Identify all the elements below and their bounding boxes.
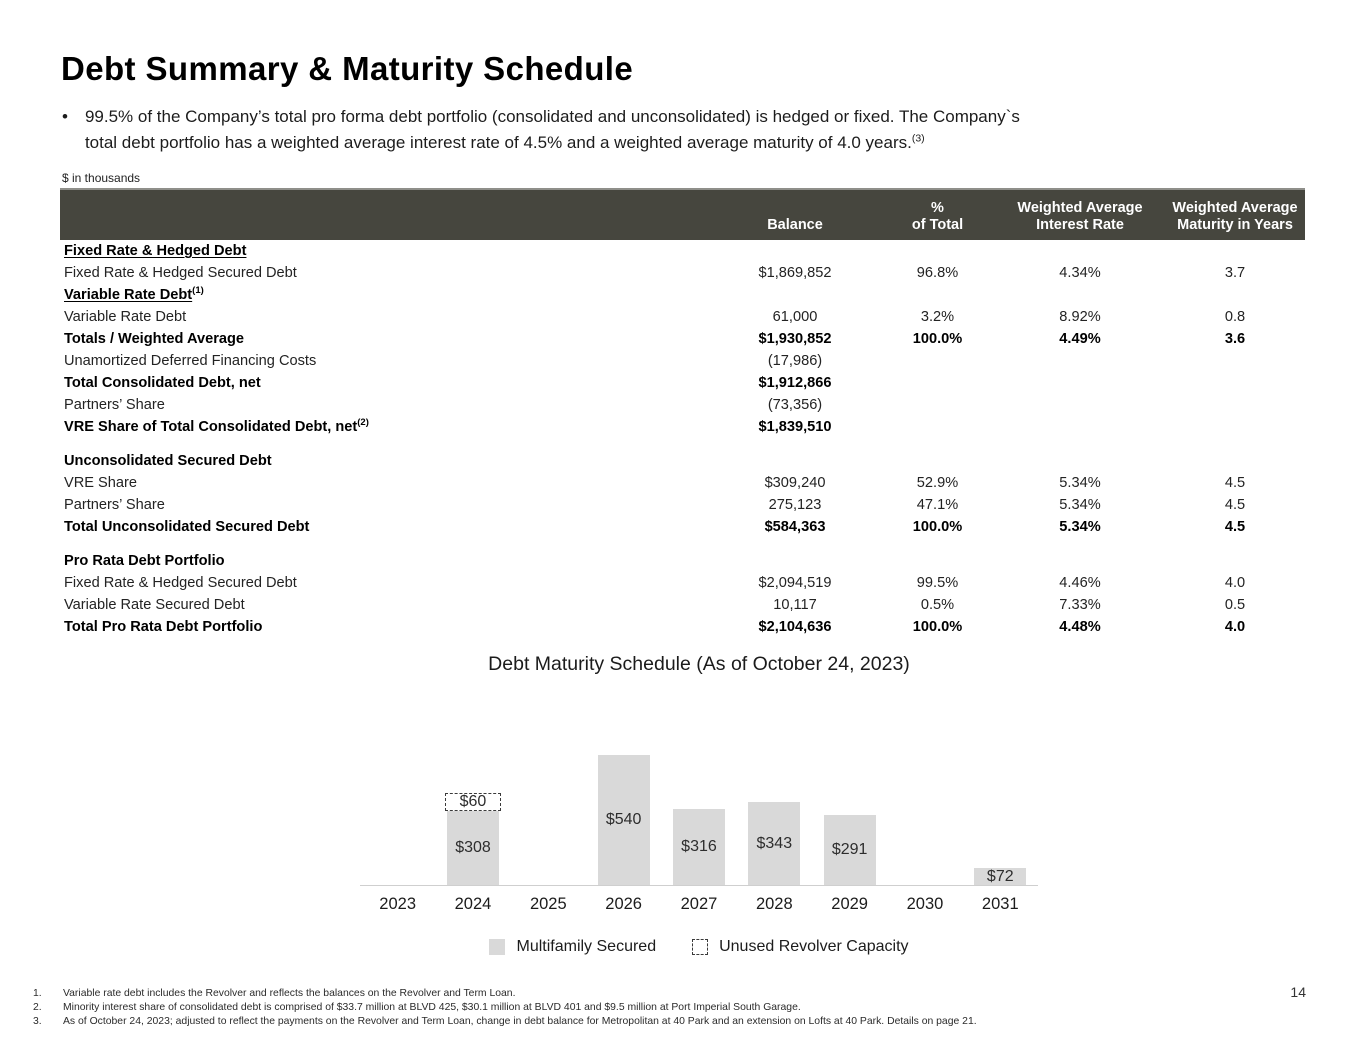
chart-bar-slot xyxy=(435,793,510,885)
cell-balance: $1,839,510 xyxy=(758,419,832,435)
table-row xyxy=(60,416,1305,438)
x-axis-tick-label: 2023 xyxy=(379,895,417,913)
cell-balance: $2,104,636 xyxy=(758,619,832,635)
table-row xyxy=(60,284,1305,306)
footnote xyxy=(33,1001,1183,1015)
column-header-wa-maturity: Weighted Average Maturity in Years xyxy=(1172,200,1298,233)
cell-balance: (73,356) xyxy=(767,397,823,413)
cell-interest-rate: 5.34% xyxy=(1059,497,1101,513)
row-label: Partners’ Share xyxy=(64,497,165,513)
cell-interest-rate: 4.49% xyxy=(1059,331,1101,347)
footnote-number: 2. xyxy=(33,1001,42,1013)
row-label: Unconsolidated Secured Debt xyxy=(64,453,272,469)
bar-value-label: $308 xyxy=(455,839,491,856)
cell-interest-rate: 5.34% xyxy=(1059,519,1101,535)
legend-swatch-dashed-icon xyxy=(692,939,708,955)
cell-balance: $2,094,519 xyxy=(758,575,832,591)
table-row xyxy=(60,262,1305,284)
chart-bar-slot xyxy=(963,868,1038,885)
cell-maturity: 0.8 xyxy=(1224,309,1246,325)
row-label: Variable Rate Debt xyxy=(64,309,187,325)
chart-x-axis-labels xyxy=(360,886,1038,914)
row-label: Total Consolidated Debt, net xyxy=(64,375,261,391)
chart-legend xyxy=(360,938,1038,956)
cell-interest-rate: 4.34% xyxy=(1059,265,1101,281)
column-header-wa-interest-rate: Weighted Average Interest Rate xyxy=(1017,200,1143,233)
multifamily-secured-bar xyxy=(824,815,876,885)
cell-maturity: 3.7 xyxy=(1224,265,1246,281)
cell-maturity: 0.5 xyxy=(1224,597,1246,613)
units-note: $ in thousands xyxy=(62,171,141,185)
cell-balance: $1,912,866 xyxy=(758,375,832,391)
table-row xyxy=(60,516,1305,538)
legend-item xyxy=(489,938,656,956)
footnote xyxy=(33,987,1183,1001)
table-row xyxy=(60,616,1305,638)
table-row xyxy=(60,550,1305,572)
table-row-spacer xyxy=(60,538,1305,550)
cell-pct-of-total: 47.1% xyxy=(916,497,959,513)
multifamily-secured-bar xyxy=(447,811,499,885)
legend-label: Unused Revolver Capacity xyxy=(719,938,909,955)
cell-balance: 275,123 xyxy=(768,497,822,513)
bar-value-label: $60 xyxy=(459,793,487,810)
row-label: Unamortized Deferred Financing Costs xyxy=(64,353,317,369)
table-row xyxy=(60,572,1305,594)
cell-interest-rate: 4.48% xyxy=(1059,619,1101,635)
cell-interest-rate: 5.34% xyxy=(1059,475,1101,491)
bar-value-label: $316 xyxy=(681,838,717,855)
cell-pct-of-total: 100.0% xyxy=(912,619,963,635)
bullet-icon: • xyxy=(62,107,68,126)
row-label: Variable Rate Debt$^{(1)}$ xyxy=(64,285,204,303)
footnote-text: Variable rate debt includes the Revolver and reflects the balances on the Revolver and Term Loan. xyxy=(63,988,516,999)
table-row xyxy=(60,328,1305,350)
table-row xyxy=(60,594,1305,616)
table-row xyxy=(60,350,1305,372)
cell-balance: $309,240 xyxy=(764,475,826,491)
chart-bar-slot xyxy=(661,809,736,885)
chart-bar-slot xyxy=(737,802,812,885)
table-row xyxy=(60,450,1305,472)
column-header-pct-of-total: % of Total xyxy=(911,200,964,233)
debt-summary-table xyxy=(60,188,1305,638)
page-title: Debt Summary & Maturity Schedule xyxy=(61,50,634,87)
cell-maturity: 4.0 xyxy=(1224,575,1246,591)
legend-item xyxy=(692,938,908,956)
footnote-number: 3. xyxy=(33,1015,42,1027)
multifamily-secured-bar xyxy=(673,809,725,885)
cell-balance: 10,117 xyxy=(773,597,817,613)
row-label: Total Unconsolidated Secured Debt xyxy=(64,519,310,535)
summary-bullet-line2: total debt portfolio has a weighted average interest rate of 4.5% and a weighted average maturity of 4.0 years. xyxy=(84,133,912,152)
summary-bullet-text xyxy=(85,104,1020,156)
page-number: 14 xyxy=(1290,984,1306,1000)
table-row xyxy=(60,240,1305,262)
table-row xyxy=(60,372,1305,394)
cell-pct-of-total: 0.5% xyxy=(920,597,955,613)
legend-swatch-solid-icon xyxy=(489,939,505,955)
x-axis-tick-label: 2025 xyxy=(529,895,567,913)
bar-value-label: $540 xyxy=(605,811,642,828)
multifamily-secured-bar xyxy=(974,868,1026,885)
cell-balance: $1,869,852 xyxy=(758,265,832,281)
x-axis-tick-label: 2029 xyxy=(831,895,868,913)
cell-maturity: 4.5 xyxy=(1224,475,1246,491)
chart-title: Debt Maturity Schedule (As of October 24, 2023) xyxy=(488,653,910,675)
cell-pct-of-total: 100.0% xyxy=(912,519,963,535)
summary-bullet-line1: 99.5% of the Company’s total pro forma debt portfolio (consolidated and unconsolidated) is hedged or fixed. The Company`s xyxy=(84,107,1020,126)
footnote-text: As of October 24, 2023; adjusted to reflect the payments on the Revolver and Term Loan, change in debt balance for Metropolitan at 40 Park and an extension on Lofts at 40 Park. Details on page 21. xyxy=(63,1015,977,1027)
row-label: VRE Share xyxy=(64,475,138,491)
multifamily-secured-bar xyxy=(598,755,650,885)
row-label: Variable Rate Secured Debt xyxy=(64,597,245,613)
cell-interest-rate: 7.33% xyxy=(1059,597,1101,613)
chart-bar-slot xyxy=(586,755,661,885)
cell-interest-rate: 8.92% xyxy=(1059,309,1101,325)
summary-bullet xyxy=(62,104,1297,156)
debt-table-body xyxy=(60,240,1305,638)
table-row-spacer xyxy=(60,438,1305,450)
multifamily-secured-bar xyxy=(748,802,800,885)
column-header-balance: Balance xyxy=(767,217,823,233)
table-header-row xyxy=(60,188,1305,240)
bar-value-label: $343 xyxy=(756,834,793,852)
bar-value-label: $72 xyxy=(986,867,1014,885)
row-label: Fixed Rate & Hedged Debt xyxy=(64,243,247,259)
chart-bar-slot xyxy=(812,815,887,885)
unused-revolver-bar-segment xyxy=(445,793,501,811)
row-label: Partners’ Share xyxy=(64,397,165,413)
table-row xyxy=(60,472,1305,494)
row-label: Total Pro Rata Debt Portfolio xyxy=(64,619,263,635)
cell-maturity: 3.6 xyxy=(1224,331,1246,347)
cell-pct-of-total: 96.8% xyxy=(916,265,959,281)
row-label: Fixed Rate & Hedged Secured Debt xyxy=(64,575,297,591)
chart-plot-area xyxy=(360,750,1038,886)
footnote-number: 1. xyxy=(33,988,42,999)
x-axis-tick-label: 2028 xyxy=(755,895,793,913)
footnotes xyxy=(33,987,1183,1028)
footnote xyxy=(33,1015,1183,1029)
footnote-ref-3: (3) xyxy=(911,132,925,145)
cell-interest-rate: 4.46% xyxy=(1059,575,1101,591)
x-axis-tick-label: 2030 xyxy=(906,895,944,913)
cell-pct-of-total: 52.9% xyxy=(916,475,959,491)
legend-label: Multifamily Secured xyxy=(516,938,657,955)
cell-maturity: 4.5 xyxy=(1224,519,1246,535)
table-row xyxy=(60,306,1305,328)
x-axis-tick-label: 2024 xyxy=(454,895,492,913)
cell-balance: $584,363 xyxy=(764,519,826,535)
row-label: VRE Share of Total Consolidated Debt, net$^{(2)}$ xyxy=(64,417,369,435)
x-axis-tick-label: 2027 xyxy=(680,895,718,913)
cell-pct-of-total: 99.5% xyxy=(916,575,959,591)
cell-pct-of-total: 100.0% xyxy=(912,331,963,347)
x-axis-tick-label: 2026 xyxy=(605,895,642,913)
cell-balance: 61,000 xyxy=(772,309,818,325)
row-label: Totals / Weighted Average xyxy=(64,331,245,347)
table-row xyxy=(60,394,1305,416)
table-row xyxy=(60,494,1305,516)
footnote-text: Minority interest share of consolidated debt is comprised of $33.7 million at BLVD 425, $30.1 million at BLVD 401 and $9.5 million at Port Imperial South Garage. xyxy=(63,1001,801,1013)
bar-value-label: $291 xyxy=(831,841,868,858)
cell-balance: $1,930,852 xyxy=(758,331,832,347)
cell-maturity: 4.0 xyxy=(1224,619,1246,635)
cell-pct-of-total: 3.2% xyxy=(920,309,955,325)
debt-maturity-chart xyxy=(360,750,1038,914)
row-label: Fixed Rate & Hedged Secured Debt xyxy=(64,265,297,281)
row-label: Pro Rata Debt Portfolio xyxy=(64,553,225,569)
cell-maturity: 4.5 xyxy=(1224,497,1246,513)
x-axis-tick-label: 2031 xyxy=(981,895,1019,913)
cell-balance: (17,986) xyxy=(767,353,823,369)
